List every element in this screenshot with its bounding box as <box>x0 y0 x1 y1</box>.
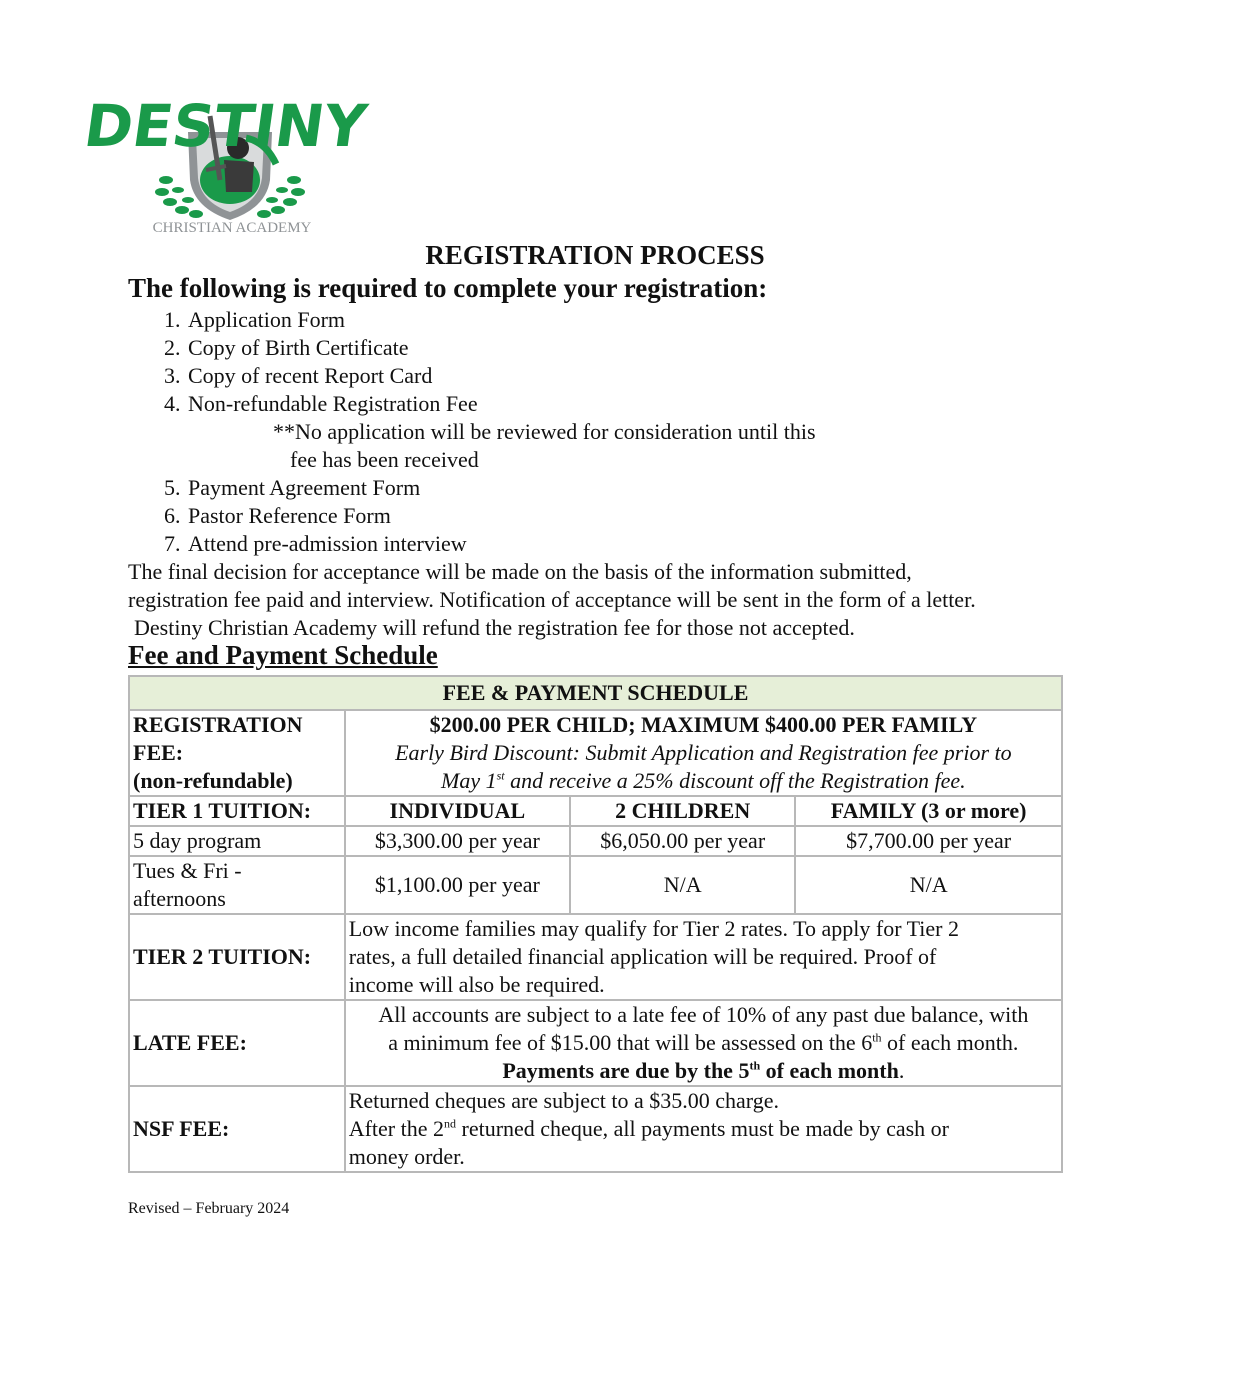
early-bird-line <box>349 767 1058 795</box>
description-line: Returned cheques are subject to a $35.00 charge. <box>348 1088 779 1113</box>
list-text: Copy of recent Report Card <box>188 363 433 388</box>
school-logo <box>80 80 371 240</box>
registration-amount: $200.00 PER CHILD; MAXIMUM $400.00 PER FAMILY <box>429 712 978 737</box>
table-cell: $7,700.00 per year <box>795 826 1062 856</box>
table-cell: $6,050.00 per year <box>570 826 795 856</box>
revision-note: Revised – February 2024 <box>128 1200 290 1217</box>
logo-wordmark: DESTINY <box>80 92 371 160</box>
early-bird-text: May 1 <box>441 768 497 793</box>
early-bird-text: and receive a 25% discount off the Registration fee. <box>504 768 966 793</box>
list-item <box>128 502 816 530</box>
column-header: INDIVIDUAL <box>345 796 570 826</box>
list-text: Non-refundable Registration Fee <box>188 391 478 416</box>
description-text: a minimum fee of $15.00 that will be assessed on the 6 <box>388 1030 873 1055</box>
table-header-row <box>129 676 1062 710</box>
label-line: Tues & Fri - <box>133 858 242 883</box>
decision-paragraph <box>128 558 976 642</box>
paragraph-line: Destiny Christian Academy will refund the registration fee for those not accepted. <box>134 615 855 640</box>
list-number: 4. <box>164 391 181 416</box>
description-text: of each month. <box>881 1030 1019 1055</box>
list-text: Attend pre-admission interview <box>188 531 467 556</box>
description-text: . <box>898 1058 905 1083</box>
table-row <box>129 710 1062 796</box>
description-text: of each month <box>760 1058 899 1083</box>
table-row <box>129 1000 1062 1086</box>
fee-schedule-table <box>128 675 1063 1173</box>
description-line: Low income families may qualify for Tier 2 rates. To apply for Tier 2 <box>348 916 959 941</box>
description-text: Payments are due by the 5 <box>502 1058 750 1083</box>
list-text: Pastor Reference Form <box>188 503 391 528</box>
section-heading: Fee and Payment Schedule <box>128 640 438 670</box>
tier2-description <box>345 914 1062 1000</box>
column-header: 2 CHILDREN <box>570 796 795 826</box>
table-row <box>129 914 1062 1000</box>
late-fee-label: LATE FEE: <box>129 1000 345 1086</box>
list-item <box>128 474 816 502</box>
paragraph-line: The final decision for acceptance will be made on the basis of the information submitted, <box>128 559 912 584</box>
label-line: afternoons <box>133 886 226 911</box>
fee-note-line: fee has been received <box>290 447 479 472</box>
tier1-label: TIER 1 TUITION: <box>129 796 345 826</box>
table-cell: $3,300.00 per year <box>345 826 570 856</box>
description-line <box>349 1057 1058 1085</box>
description-line <box>349 1029 1058 1057</box>
page-title: REGISTRATION PROCESS <box>425 240 765 270</box>
description-line: money order. <box>348 1144 465 1169</box>
list-number: 2. <box>164 335 181 360</box>
tier2-label: TIER 2 TUITION: <box>129 914 345 1000</box>
list-item <box>128 334 816 362</box>
column-header: FAMILY (3 or more) <box>795 796 1062 826</box>
table-cell: $1,100.00 per year <box>345 856 570 914</box>
list-item <box>128 306 816 334</box>
fee-note-line: **No application will be reviewed for consideration until this <box>273 419 816 444</box>
logo-subtitle: CHRISTIAN ACADEMY <box>152 220 312 236</box>
description-line <box>349 1115 1058 1143</box>
description-line: income will also be required. <box>348 972 605 997</box>
table-row <box>129 796 1062 826</box>
list-item <box>128 362 816 390</box>
registration-fee-label <box>129 710 345 796</box>
label-line: (non-refundable) <box>133 768 293 793</box>
list-number: 3. <box>164 363 181 388</box>
label-line: FEE: <box>133 740 184 765</box>
table-cell: N/A <box>795 856 1062 914</box>
page-subtitle: The following is required to complete your registration: <box>128 273 768 303</box>
table-row <box>129 826 1062 856</box>
late-fee-description <box>345 1000 1062 1086</box>
paragraph-line: registration fee paid and interview. Notification of acceptance will be sent in the form of a letter. <box>128 587 976 612</box>
description-line: rates, a full detailed financial application will be required. Proof of <box>348 944 937 969</box>
list-item <box>128 390 816 418</box>
table-row <box>129 1086 1062 1172</box>
knight-crest-icon <box>80 80 371 240</box>
table-cell: N/A <box>570 856 795 914</box>
list-text: Payment Agreement Form <box>188 475 421 500</box>
table-header: FEE & PAYMENT SCHEDULE <box>129 676 1062 710</box>
table-row <box>129 856 1062 914</box>
row-label <box>129 856 345 914</box>
registration-fee-cell <box>345 710 1062 796</box>
list-number: 7. <box>164 531 181 556</box>
description-text: returned cheque, all payments must be made by cash or <box>456 1116 950 1141</box>
requirements-list <box>128 306 816 558</box>
superscript: th <box>872 1030 882 1045</box>
superscript: th <box>749 1058 761 1073</box>
list-number: 5. <box>164 475 181 500</box>
row-label: 5 day program <box>129 826 345 856</box>
early-bird-line: Early Bird Discount: Submit Application and Registration fee prior to <box>395 740 1012 765</box>
nsf-fee-label: NSF FEE: <box>129 1086 345 1172</box>
list-item <box>128 530 816 558</box>
description-text: After the 2 <box>348 1116 444 1141</box>
list-number: 6. <box>164 503 181 528</box>
description-line: All accounts are subject to a late fee of 10% of any past due balance, with <box>378 1002 1029 1027</box>
list-number: 1. <box>164 307 181 332</box>
nsf-fee-description <box>345 1086 1062 1172</box>
list-text: Application Form <box>188 307 346 332</box>
list-text: Copy of Birth Certificate <box>188 335 409 360</box>
superscript: nd <box>444 1116 456 1131</box>
label-line: REGISTRATION <box>133 712 303 737</box>
superscript: st <box>496 768 505 783</box>
